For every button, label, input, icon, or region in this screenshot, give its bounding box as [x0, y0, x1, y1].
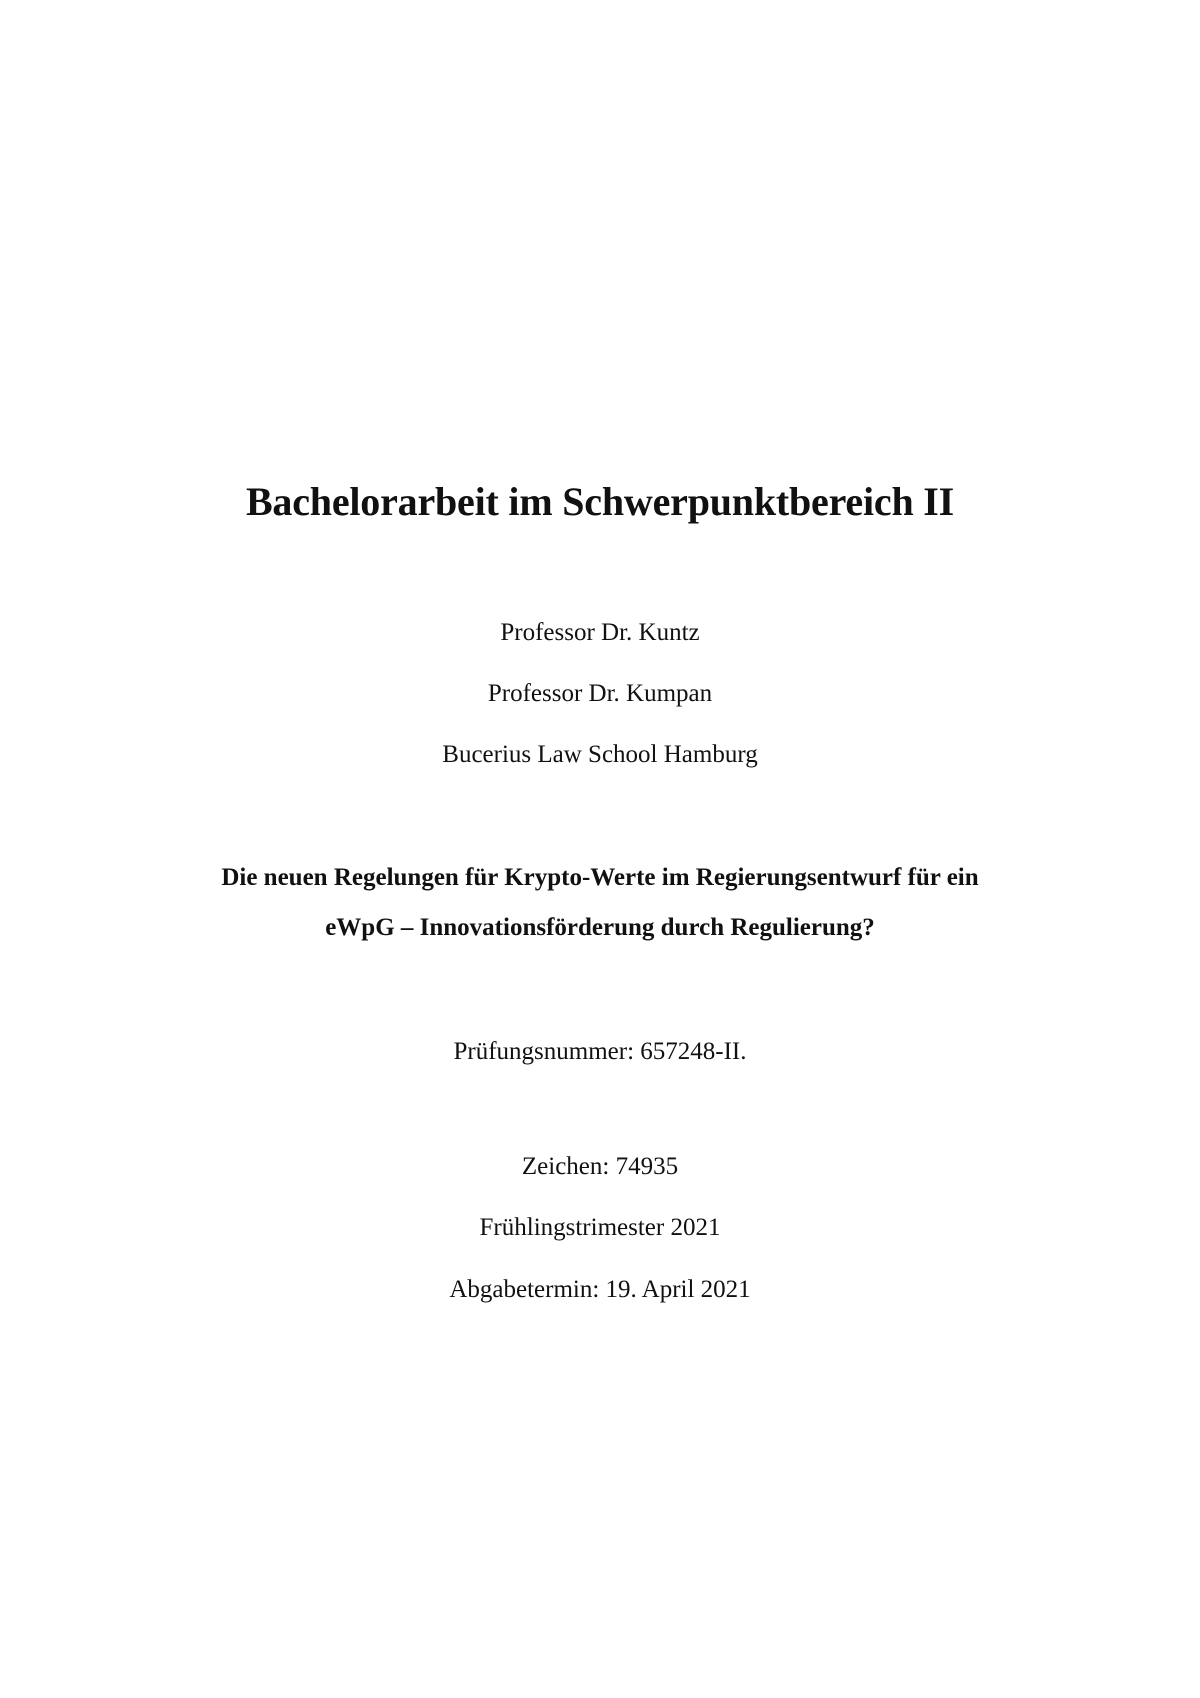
supervisor-1: Professor Dr. Kuntz: [500, 619, 700, 646]
document-title: Bachelorarbeit im Schwerpunktbereich II: [245, 479, 955, 524]
thesis-title-line-1: Die neuen Regelungen für Krypto-Werte im Regierungsentwurf für ein: [221, 864, 979, 891]
submission-deadline: Abgabetermin: 19. April 2021: [449, 1276, 751, 1303]
exam-number: Prüfungsnummer: 657248-II.: [453, 1038, 747, 1065]
term: Frühlingstrimester 2021: [479, 1214, 721, 1241]
character-count: Zeichen: 74935: [521, 1153, 679, 1180]
institution: Bucerius Law School Hamburg: [442, 741, 758, 768]
thesis-title-line-2: eWpG – Innovationsförderung durch Regulierung?: [325, 914, 875, 941]
supervisor-2: Professor Dr. Kumpan: [487, 680, 713, 707]
